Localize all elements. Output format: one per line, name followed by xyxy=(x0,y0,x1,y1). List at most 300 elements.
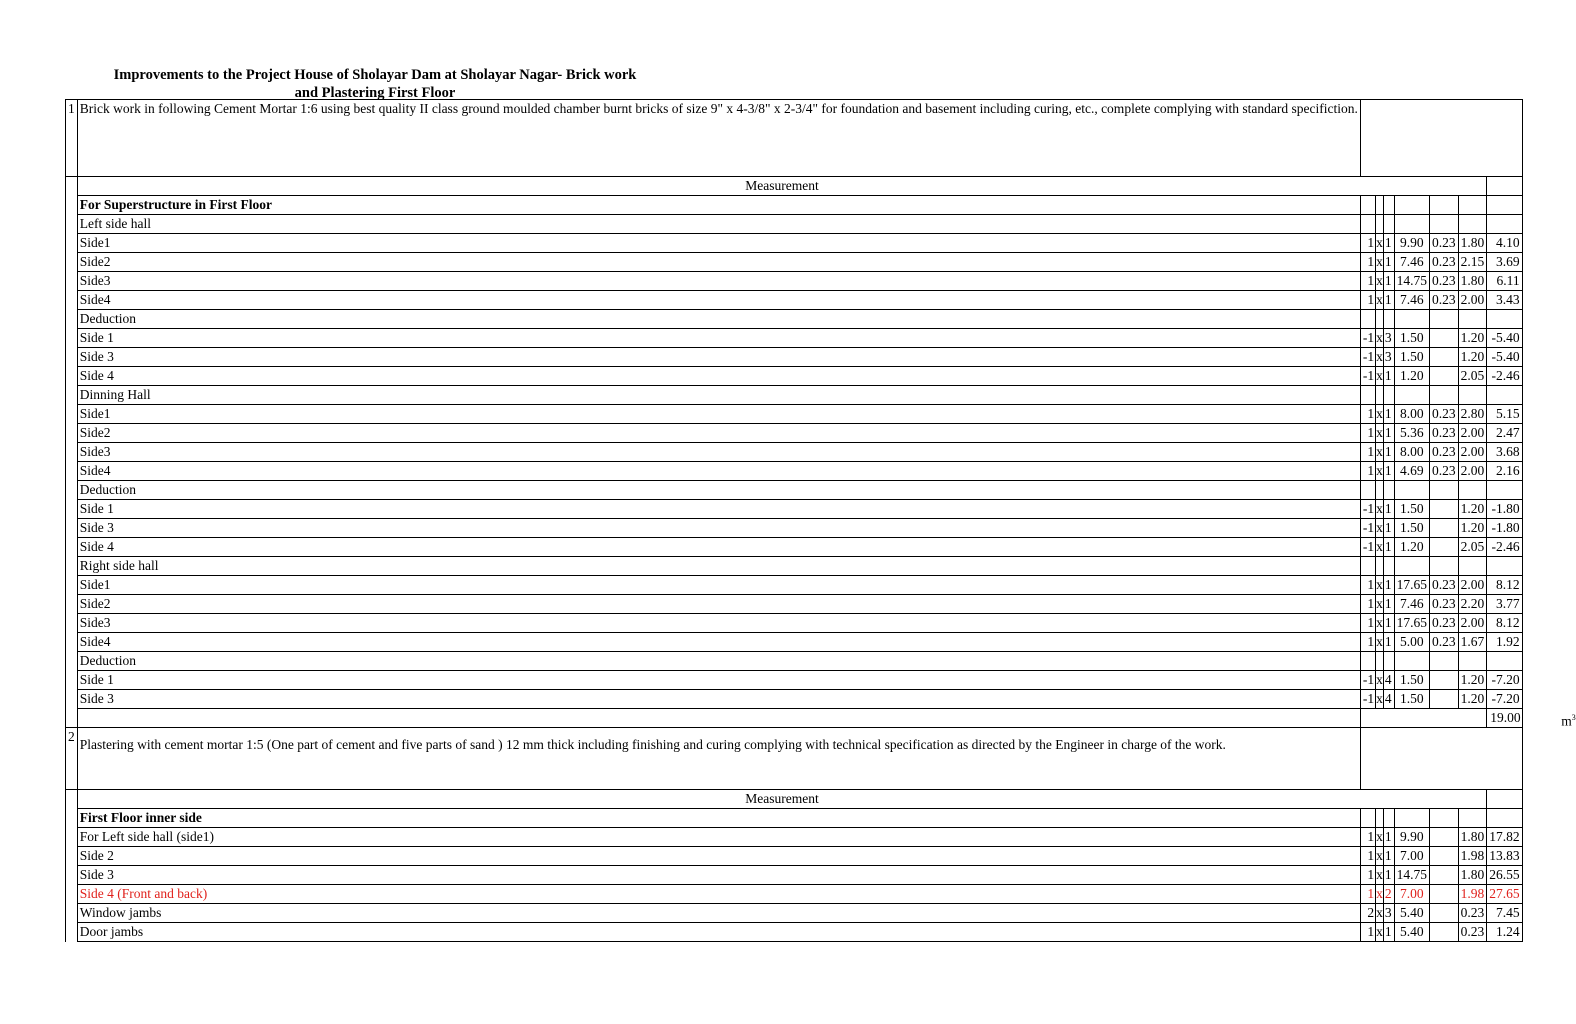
empty-cell xyxy=(1430,310,1459,329)
quantity-cell: 3.69 xyxy=(1487,253,1522,272)
length-cell: 5.36 xyxy=(1394,424,1429,443)
table-row xyxy=(66,253,1523,272)
quantity-cell: 2.47 xyxy=(1487,424,1522,443)
group-heading-row xyxy=(66,652,1523,671)
row-label: Side 3 xyxy=(77,519,1360,538)
depth-cell: 1.80 xyxy=(1458,234,1487,253)
item-number-cont xyxy=(66,866,78,885)
item-number-cont xyxy=(66,443,78,462)
row-label: Side4 xyxy=(77,291,1360,310)
nos-cell: 1 xyxy=(1360,291,1375,310)
empty-cell xyxy=(1376,215,1384,234)
nos-cell: 1 xyxy=(1360,272,1375,291)
row-label: Window jambs xyxy=(77,904,1360,923)
empty-cell xyxy=(1487,177,1522,196)
multiplier-cell: 1 xyxy=(1383,576,1394,595)
depth-cell: 2.00 xyxy=(1458,462,1487,481)
row-label: For Left side hall (side1) xyxy=(77,828,1360,847)
nos-cell: 1 xyxy=(1360,443,1375,462)
empty-cell xyxy=(1487,557,1522,576)
quantity-cell: 3.43 xyxy=(1487,291,1522,310)
group-heading: Deduction xyxy=(77,481,1360,500)
item-number-cont xyxy=(66,614,78,633)
quantity-cell: 5.15 xyxy=(1487,405,1522,424)
item-number-cont xyxy=(66,809,78,828)
nos-cell: 1 xyxy=(1360,847,1375,866)
empty-cell xyxy=(1487,481,1522,500)
quantity-cell: -2.46 xyxy=(1487,538,1522,557)
length-cell: 1.50 xyxy=(1394,671,1429,690)
group-heading: Deduction xyxy=(77,310,1360,329)
nos-cell: 1 xyxy=(1360,885,1375,904)
empty-cell xyxy=(1376,310,1384,329)
breadth-cell: 0.23 xyxy=(1430,424,1459,443)
empty-cell xyxy=(1487,790,1522,809)
empty-cell xyxy=(1383,310,1394,329)
length-cell: 5.40 xyxy=(1394,923,1429,942)
quantity-cell: -5.40 xyxy=(1487,348,1522,367)
empty-cell xyxy=(1430,557,1459,576)
multiply-cell: x xyxy=(1376,595,1384,614)
title-line-2: and Plastering First Floor xyxy=(294,85,456,101)
multiply-cell: x xyxy=(1376,291,1384,310)
multiply-cell: x xyxy=(1376,272,1384,291)
nos-cell: -1 xyxy=(1360,671,1375,690)
breadth-cell xyxy=(1430,671,1459,690)
empty-cell xyxy=(1458,481,1487,500)
multiplier-cell: 4 xyxy=(1383,690,1394,709)
depth-cell: 2.00 xyxy=(1458,424,1487,443)
multiply-cell: x xyxy=(1376,253,1384,272)
multiply-cell: x xyxy=(1376,462,1384,481)
empty-cell xyxy=(1394,215,1429,234)
empty-cell xyxy=(1487,215,1522,234)
multiply-cell: x xyxy=(1376,614,1384,633)
item-number: 1 xyxy=(66,100,78,177)
nos-cell: 1 xyxy=(1360,462,1375,481)
quantity-cell: 13.83 xyxy=(1487,847,1522,866)
multiply-cell: x xyxy=(1376,866,1384,885)
quantity-cell: 3.68 xyxy=(1487,443,1522,462)
nos-cell: -1 xyxy=(1360,538,1375,557)
multiply-cell: x xyxy=(1376,234,1384,253)
item-number-cont xyxy=(66,557,78,576)
item-1-description-row xyxy=(66,100,1523,177)
length-cell: 1.50 xyxy=(1394,348,1429,367)
empty-cell xyxy=(1430,481,1459,500)
row-label: Side 1 xyxy=(77,671,1360,690)
nos-cell: -1 xyxy=(1360,500,1375,519)
table-row-highlighted xyxy=(66,885,1523,904)
nos-cell: 1 xyxy=(1360,576,1375,595)
depth-cell: 1.20 xyxy=(1458,500,1487,519)
depth-cell: 0.23 xyxy=(1458,923,1487,942)
breadth-cell xyxy=(1430,519,1459,538)
table-row xyxy=(66,500,1523,519)
total-unit-text: m xyxy=(1561,713,1572,729)
empty-cell xyxy=(1376,386,1384,405)
empty-cell xyxy=(1360,481,1375,500)
length-cell: 7.46 xyxy=(1394,253,1429,272)
table-row xyxy=(66,538,1523,557)
length-cell: 14.75 xyxy=(1394,272,1429,291)
multiplier-cell: 1 xyxy=(1383,614,1394,633)
nos-cell: 1 xyxy=(1360,633,1375,652)
item-number-cont xyxy=(66,367,78,386)
row-label: Side1 xyxy=(77,234,1360,253)
depth-cell: 2.00 xyxy=(1458,576,1487,595)
breadth-cell xyxy=(1430,923,1459,942)
multiply-cell: x xyxy=(1376,847,1384,866)
item-number-cont xyxy=(66,196,78,215)
item-number-cont xyxy=(66,348,78,367)
depth-cell: 2.00 xyxy=(1458,291,1487,310)
empty-cell xyxy=(1383,481,1394,500)
multiplier-cell: 1 xyxy=(1383,291,1394,310)
depth-cell: 2.20 xyxy=(1458,595,1487,614)
table-row xyxy=(66,272,1523,291)
breadth-cell: 0.23 xyxy=(1430,633,1459,652)
table-row xyxy=(66,443,1523,462)
empty-cell xyxy=(1394,310,1429,329)
empty-cell xyxy=(1383,809,1394,828)
multiply-cell: x xyxy=(1376,348,1384,367)
item-number-cont xyxy=(66,633,78,652)
measurement-header-row xyxy=(66,177,1523,196)
row-label: Side3 xyxy=(77,443,1360,462)
quantity-cell: 1.92 xyxy=(1487,633,1522,652)
nos-cell: 1 xyxy=(1360,424,1375,443)
length-cell: 17.65 xyxy=(1394,614,1429,633)
empty-cell xyxy=(1458,557,1487,576)
quantity-cell: 2.16 xyxy=(1487,462,1522,481)
breadth-cell xyxy=(1430,904,1459,923)
row-label: Side3 xyxy=(77,614,1360,633)
multiplier-cell: 1 xyxy=(1383,272,1394,291)
nos-cell: -1 xyxy=(1360,348,1375,367)
table-row xyxy=(66,671,1523,690)
empty-cell xyxy=(1458,196,1487,215)
length-cell: 5.40 xyxy=(1394,904,1429,923)
item-number-cont xyxy=(66,234,78,253)
breadth-cell: 0.23 xyxy=(1430,462,1459,481)
empty-cell xyxy=(1383,652,1394,671)
title-line-1: Improvements to the Project House of Sholayar Dam at Sholayar Nagar- Brick work xyxy=(113,67,637,83)
empty-cell xyxy=(1487,386,1522,405)
depth-cell: 2.00 xyxy=(1458,443,1487,462)
document-title xyxy=(60,66,690,102)
empty-cell xyxy=(1360,652,1375,671)
item-number-cont xyxy=(66,885,78,904)
multiplier-cell: 1 xyxy=(1383,500,1394,519)
empty-cell xyxy=(1360,196,1375,215)
nos-cell: -1 xyxy=(1360,367,1375,386)
table-row xyxy=(66,348,1523,367)
empty-cell xyxy=(1376,481,1384,500)
breadth-cell: 0.23 xyxy=(1430,576,1459,595)
section-heading-row xyxy=(66,196,1523,215)
depth-cell: 1.67 xyxy=(1458,633,1487,652)
breadth-cell: 0.23 xyxy=(1430,614,1459,633)
multiply-cell: x xyxy=(1376,904,1384,923)
breadth-cell: 0.23 xyxy=(1430,234,1459,253)
multiplier-cell: 1 xyxy=(1383,443,1394,462)
item-number-cont xyxy=(66,500,78,519)
table-row xyxy=(66,367,1523,386)
row-label: Side 4 xyxy=(77,538,1360,557)
nos-cell: 2 xyxy=(1360,904,1375,923)
item-number-cont xyxy=(66,215,78,234)
multiplier-cell: 1 xyxy=(1383,538,1394,557)
group-heading-row xyxy=(66,557,1523,576)
quantity-cell: 8.12 xyxy=(1487,576,1522,595)
item-number-cont xyxy=(66,652,78,671)
row-label: Side 3 xyxy=(77,866,1360,885)
item-number-cont xyxy=(66,462,78,481)
row-label: Side 1 xyxy=(77,500,1360,519)
depth-cell: 1.20 xyxy=(1458,519,1487,538)
row-label: Side3 xyxy=(77,272,1360,291)
row-label: Side 4 xyxy=(77,367,1360,386)
item-number-cont xyxy=(66,538,78,557)
empty-cell xyxy=(1487,652,1522,671)
item-number-cont xyxy=(66,576,78,595)
empty-cell xyxy=(1430,215,1459,234)
quantity-cell: -7.20 xyxy=(1487,690,1522,709)
row-label: Side4 xyxy=(77,633,1360,652)
multiplier-cell: 1 xyxy=(1383,462,1394,481)
measurement-header-row xyxy=(66,790,1523,809)
quantity-cell: 26.55 xyxy=(1487,866,1522,885)
breadth-cell xyxy=(1430,348,1459,367)
section-heading: For Superstructure in First Floor xyxy=(77,196,1360,215)
empty-cell xyxy=(1487,196,1522,215)
item-description-blank xyxy=(1360,728,1522,790)
quantity-cell: -1.80 xyxy=(1487,500,1522,519)
group-heading: Dinning Hall xyxy=(77,386,1360,405)
multiplier-cell: 1 xyxy=(1383,847,1394,866)
table-row xyxy=(66,234,1523,253)
item-number-cont xyxy=(66,519,78,538)
depth-cell: 2.05 xyxy=(1458,367,1487,386)
multiplier-cell: 4 xyxy=(1383,671,1394,690)
multiplier-cell: 1 xyxy=(1383,633,1394,652)
length-cell: 4.69 xyxy=(1394,462,1429,481)
nos-cell: 1 xyxy=(1360,595,1375,614)
empty-cell xyxy=(1458,652,1487,671)
total-row xyxy=(66,709,1523,728)
nos-cell: 1 xyxy=(1360,405,1375,424)
quantity-cell: -1.80 xyxy=(1487,519,1522,538)
nos-cell: 1 xyxy=(1360,234,1375,253)
multiply-cell: x xyxy=(1376,690,1384,709)
breadth-cell xyxy=(1430,828,1459,847)
length-cell: 7.46 xyxy=(1394,291,1429,310)
depth-cell: 1.20 xyxy=(1458,348,1487,367)
breadth-cell xyxy=(1430,500,1459,519)
multiply-cell: x xyxy=(1376,538,1384,557)
multiply-cell: x xyxy=(1376,443,1384,462)
length-cell: 7.00 xyxy=(1394,885,1429,904)
item-number-cont xyxy=(66,923,78,942)
table-row xyxy=(66,633,1523,652)
breadth-cell xyxy=(1430,538,1459,557)
row-label: Side4 xyxy=(77,462,1360,481)
multiplier-cell: 3 xyxy=(1383,329,1394,348)
multiply-cell: x xyxy=(1376,923,1384,942)
nos-cell: 1 xyxy=(1360,866,1375,885)
empty-cell xyxy=(1394,557,1429,576)
section-heading-row xyxy=(66,809,1523,828)
empty-cell xyxy=(1430,809,1459,828)
table-row xyxy=(66,291,1523,310)
multiplier-cell: 1 xyxy=(1383,595,1394,614)
empty-cell xyxy=(77,709,1360,728)
breadth-cell: 0.23 xyxy=(1430,595,1459,614)
group-heading: Right side hall xyxy=(77,557,1360,576)
item-description-blank xyxy=(1360,100,1522,177)
table-row xyxy=(66,847,1523,866)
empty-cell xyxy=(1394,481,1429,500)
empty-cell xyxy=(1383,557,1394,576)
empty-cell xyxy=(1458,809,1487,828)
empty-cell xyxy=(1487,809,1522,828)
multiplier-cell: 1 xyxy=(1383,405,1394,424)
depth-cell: 2.80 xyxy=(1458,405,1487,424)
nos-cell: 1 xyxy=(1360,828,1375,847)
item-number: 2 xyxy=(66,728,78,790)
breadth-cell: 0.23 xyxy=(1430,253,1459,272)
multiplier-cell: 1 xyxy=(1383,828,1394,847)
measurement-label: Measurement xyxy=(77,790,1487,809)
length-cell: 1.50 xyxy=(1394,329,1429,348)
breadth-cell: 0.23 xyxy=(1430,443,1459,462)
breadth-cell xyxy=(1430,866,1459,885)
group-heading-row xyxy=(66,215,1523,234)
multiplier-cell: 2 xyxy=(1383,885,1394,904)
row-label: Side1 xyxy=(77,405,1360,424)
depth-cell: 1.80 xyxy=(1458,272,1487,291)
quantity-cell: 27.65 xyxy=(1487,885,1522,904)
table-row xyxy=(66,923,1523,942)
length-cell: 8.00 xyxy=(1394,405,1429,424)
nos-cell: -1 xyxy=(1360,329,1375,348)
table-row xyxy=(66,405,1523,424)
item-number-cont xyxy=(66,386,78,405)
multiply-cell: x xyxy=(1376,885,1384,904)
multiply-cell: x xyxy=(1376,424,1384,443)
row-label: Side2 xyxy=(77,595,1360,614)
group-heading: Left side hall xyxy=(77,215,1360,234)
total-unit xyxy=(1561,709,1576,731)
length-cell: 1.50 xyxy=(1394,519,1429,538)
table-row xyxy=(66,424,1523,443)
quantity-cell: 3.77 xyxy=(1487,595,1522,614)
nos-cell: 1 xyxy=(1360,614,1375,633)
section-heading: First Floor inner side xyxy=(77,809,1360,828)
multiplier-cell: 1 xyxy=(1383,866,1394,885)
multiply-cell: x xyxy=(1376,828,1384,847)
length-cell: 9.90 xyxy=(1394,828,1429,847)
multiply-cell: x xyxy=(1376,405,1384,424)
quantity-cell: 8.12 xyxy=(1487,614,1522,633)
breadth-cell: 0.23 xyxy=(1430,291,1459,310)
item-number-cont xyxy=(66,690,78,709)
breadth-cell xyxy=(1430,329,1459,348)
table-row xyxy=(66,904,1523,923)
item-number-cont xyxy=(66,847,78,866)
row-label: Side 2 xyxy=(77,847,1360,866)
empty-cell xyxy=(1394,652,1429,671)
depth-cell: 1.20 xyxy=(1458,329,1487,348)
depth-cell: 1.20 xyxy=(1458,671,1487,690)
item-number-cont xyxy=(66,329,78,348)
length-cell: 5.00 xyxy=(1394,633,1429,652)
item-number-cont xyxy=(66,405,78,424)
item-number-cont xyxy=(66,904,78,923)
empty-cell xyxy=(1360,386,1375,405)
empty-cell xyxy=(1394,196,1429,215)
quantity-cell: -7.20 xyxy=(1487,671,1522,690)
length-cell: 14.75 xyxy=(1394,866,1429,885)
depth-cell: 2.15 xyxy=(1458,253,1487,272)
row-label: Side 1 xyxy=(77,329,1360,348)
multiply-cell: x xyxy=(1376,500,1384,519)
multiplier-cell: 1 xyxy=(1383,519,1394,538)
empty-cell xyxy=(1383,196,1394,215)
empty-cell xyxy=(1360,310,1375,329)
row-label: Side1 xyxy=(77,576,1360,595)
measurement-sheet xyxy=(65,99,1576,942)
row-label: Side 4 (Front and back) xyxy=(77,885,1360,904)
quantity-cell: 6.11 xyxy=(1487,272,1522,291)
empty-cell xyxy=(1394,809,1429,828)
depth-cell: 1.98 xyxy=(1458,885,1487,904)
breadth-cell xyxy=(1430,885,1459,904)
multiply-cell: x xyxy=(1376,576,1384,595)
item-number-cont xyxy=(66,291,78,310)
item-number-cont xyxy=(66,481,78,500)
total-cell xyxy=(1487,709,1576,729)
multiplier-cell: 1 xyxy=(1383,234,1394,253)
row-label: Side 3 xyxy=(77,348,1360,367)
empty-cell xyxy=(1376,809,1384,828)
quantity-cell: 1.24 xyxy=(1487,923,1522,942)
quantity-cell: -5.40 xyxy=(1487,329,1522,348)
item-description: Plastering with cement mortar 1:5 (One part of cement and five parts of sand ) 12 mm thick including finishing and curing complying with technical specification as directed by the Engineer in charge of the work. xyxy=(77,728,1360,790)
empty-cell xyxy=(1458,310,1487,329)
length-cell: 1.20 xyxy=(1394,538,1429,557)
item-2-description-row xyxy=(66,728,1523,790)
table-row xyxy=(66,519,1523,538)
multiplier-cell: 3 xyxy=(1383,348,1394,367)
nos-cell: -1 xyxy=(1360,519,1375,538)
multiply-cell: x xyxy=(1376,367,1384,386)
empty-cell xyxy=(1458,386,1487,405)
breadth-cell xyxy=(1430,690,1459,709)
empty-cell xyxy=(1458,215,1487,234)
quantity-cell: 17.82 xyxy=(1487,828,1522,847)
group-heading: Deduction xyxy=(77,652,1360,671)
row-label: Door jambs xyxy=(77,923,1360,942)
multiply-cell: x xyxy=(1376,671,1384,690)
table-row xyxy=(66,866,1523,885)
multiplier-cell: 1 xyxy=(1383,253,1394,272)
breadth-cell: 0.23 xyxy=(1430,272,1459,291)
multiplier-cell: 3 xyxy=(1383,904,1394,923)
breadth-cell: 0.23 xyxy=(1430,405,1459,424)
item-number-cont xyxy=(66,177,78,196)
